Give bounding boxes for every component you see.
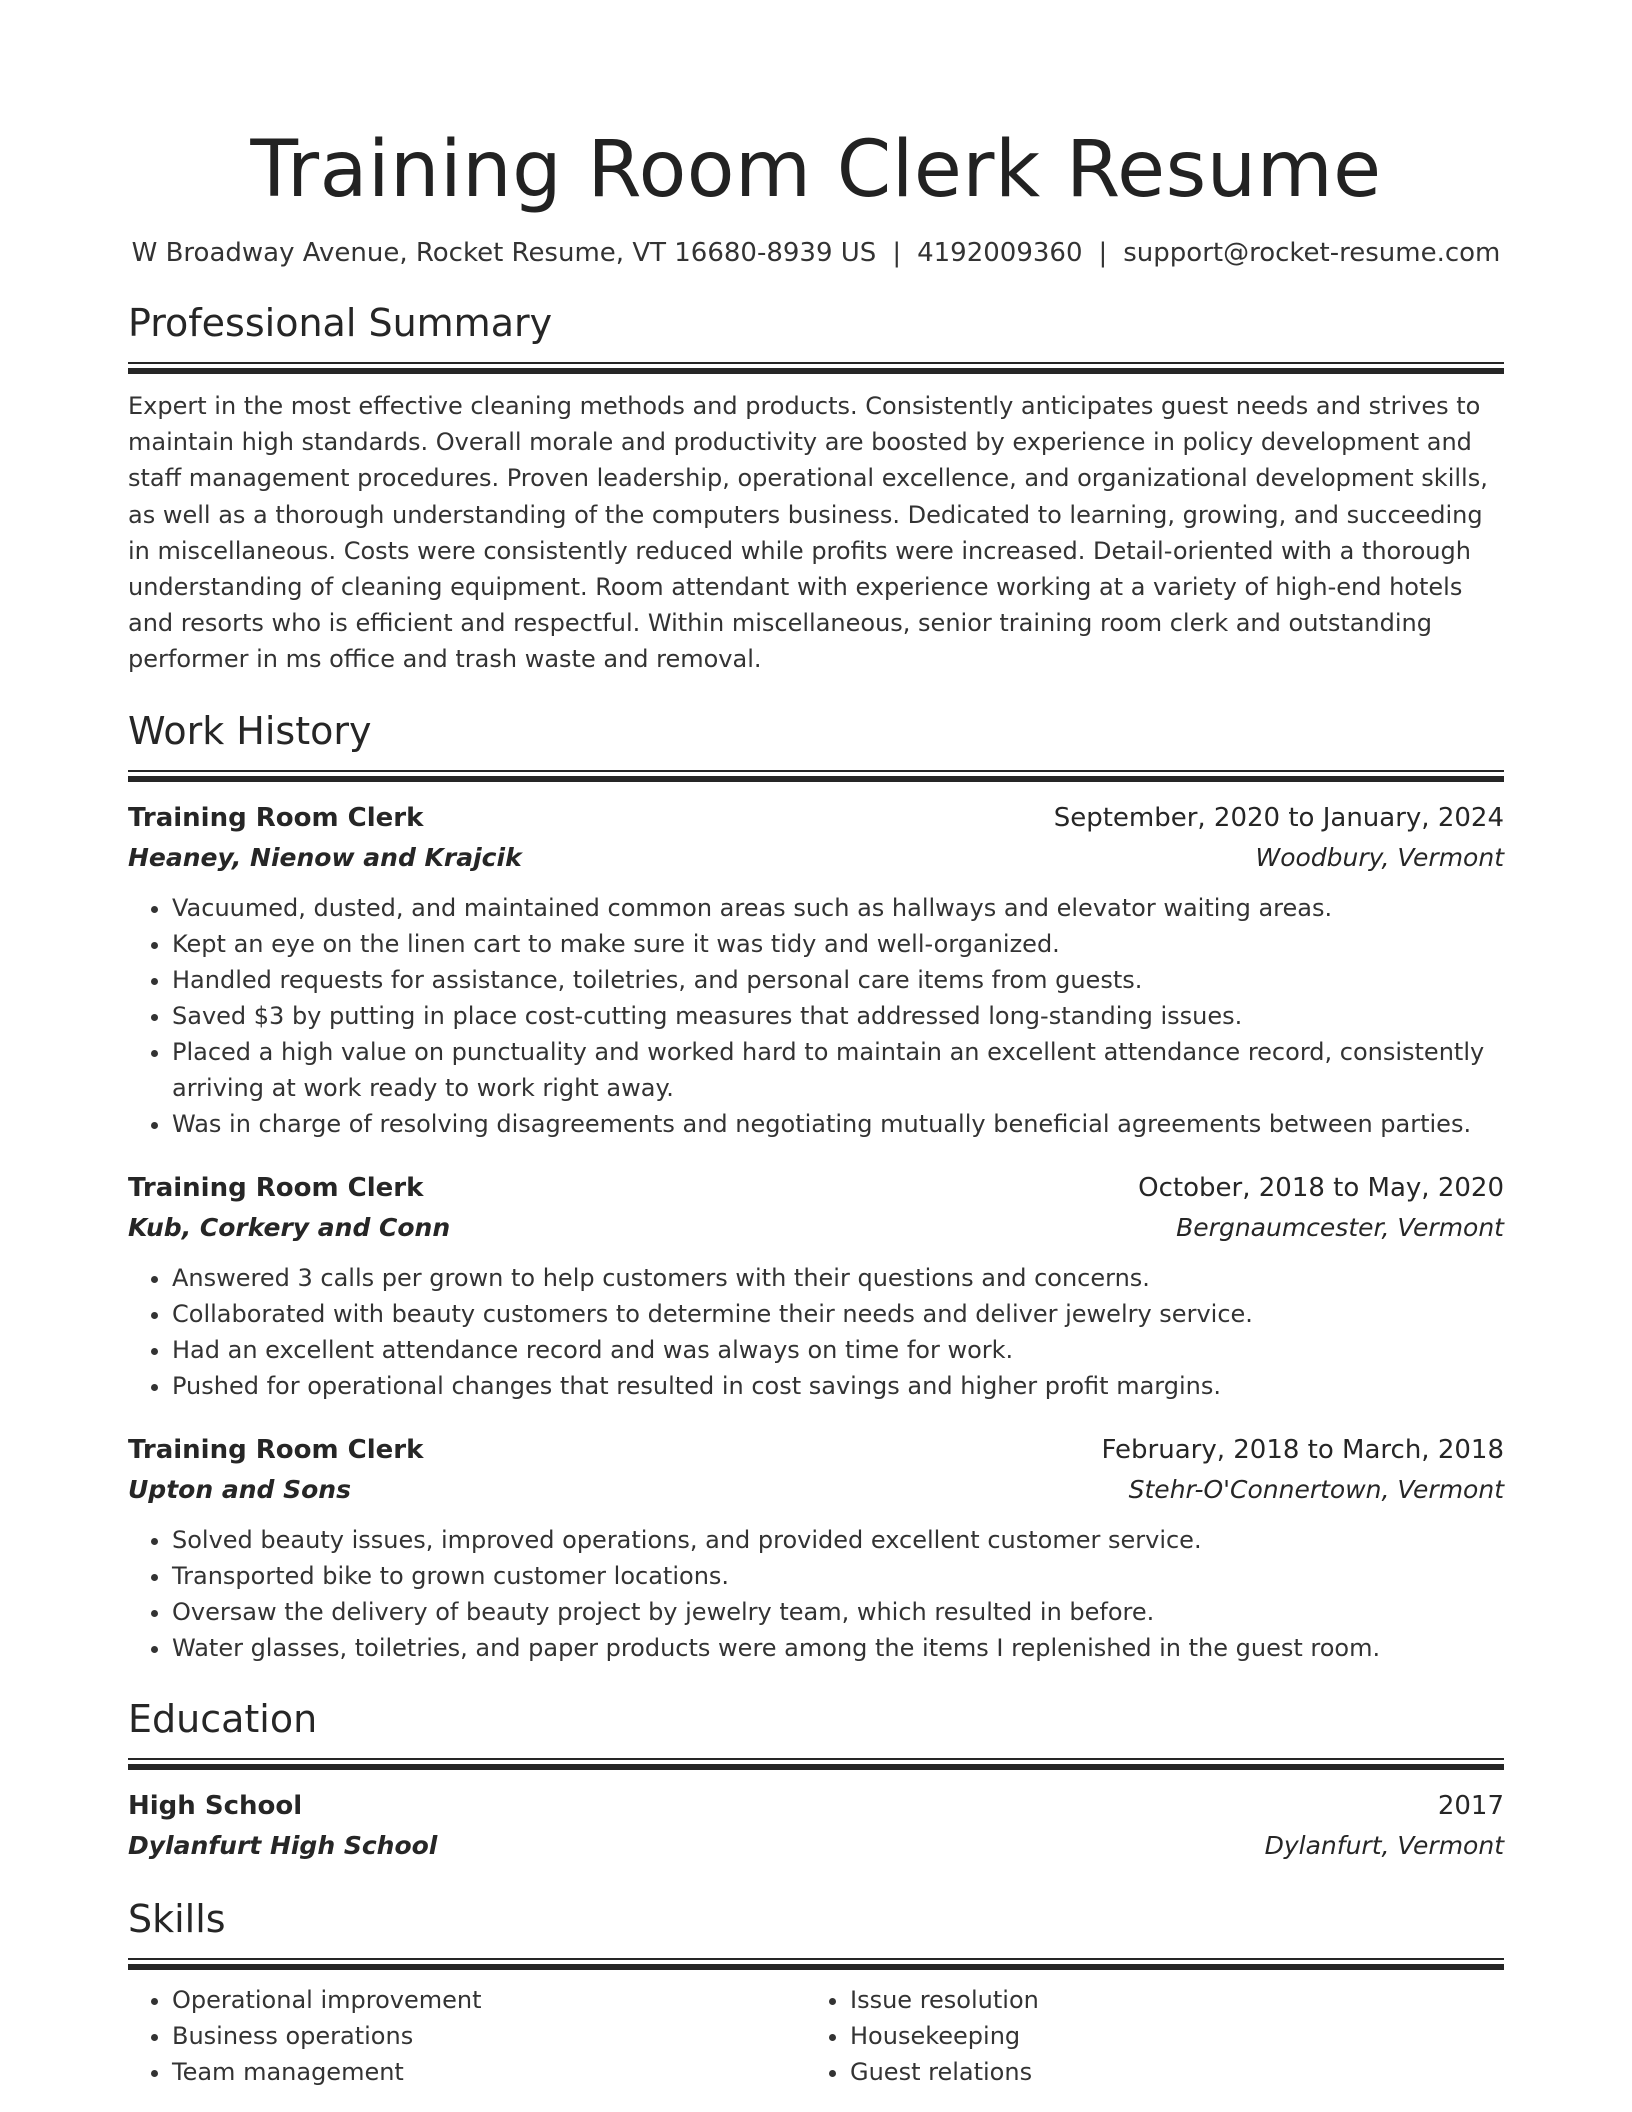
skill-item: • Housekeeping [850, 2018, 1484, 2054]
contact-separator: | [1098, 238, 1108, 268]
list-item: • Had an excellent attendance record and was always on time for work. [172, 1332, 1504, 1368]
list-item: • Answered 3 calls per grown to help customers with their questions and concerns. [172, 1260, 1504, 1296]
job-entry [128, 1430, 1504, 1666]
education-degree: High School [128, 1790, 303, 1821]
resume-page [128, 0, 1504, 2090]
skill-item: • Guest relations [850, 2054, 1484, 2090]
list-item: • Oversaw the delivery of beauty project by jewelry team, which resulted in before. [172, 1594, 1504, 1630]
contact-separator: | [892, 238, 902, 268]
job-role: Training Room Clerk [128, 1172, 424, 1203]
list-item: • Solved beauty issues, improved operations, and provided excellent customer service. [172, 1522, 1504, 1558]
job-bullets [128, 1522, 1504, 1666]
contact-email: support@rocket-resume.com [1123, 238, 1501, 268]
list-item: • Pushed for operational changes that resulted in cost savings and higher profit margins. [172, 1368, 1504, 1404]
job-dates: February, 2018 to March, 2018 [1101, 1434, 1504, 1465]
job-location: Bergnaumcester, Vermont [1176, 1212, 1504, 1242]
list-item: • Placed a high value on punctuality and worked hard to maintain an excellent attendance record, consistently arriving at work ready to work right away. [172, 1034, 1504, 1106]
section-title: Work History [128, 708, 372, 753]
skill-item: • Operational improvement [172, 1982, 806, 2018]
list-item: • Kept an eye on the linen cart to make sure it was tidy and well-organized. [172, 926, 1504, 962]
section-divider [128, 770, 1504, 782]
job-role: Training Room Clerk [128, 1434, 424, 1465]
list-item: • Handled requests for assistance, toiletries, and personal care items from guests. [172, 962, 1504, 998]
education-section [128, 1696, 1504, 1866]
job-company: Upton and Sons [128, 1474, 351, 1504]
job-dates: October, 2018 to May, 2020 [1138, 1172, 1504, 1203]
contact-line [128, 236, 1504, 270]
list-item: • Vacuumed, dusted, and maintained common areas such as hallways and elevator waiting areas. [172, 890, 1504, 926]
list-item: • Collaborated with beauty customers to determine their needs and deliver jewelry service. [172, 1296, 1504, 1332]
section-divider [128, 362, 1504, 374]
section-title: Education [128, 1696, 318, 1741]
section-divider [128, 1758, 1504, 1770]
list-item: • Saved $3 by putting in place cost-cutting measures that addressed long-standing issues. [172, 998, 1504, 1034]
skills-list-left [128, 1982, 806, 2090]
job-location: Woodbury, Vermont [1255, 842, 1504, 872]
skills-list-right [806, 1982, 1484, 2090]
education-year: 2017 [1437, 1790, 1504, 1821]
job-entry [128, 798, 1504, 1142]
contact-phone: 4192009360 [917, 238, 1083, 268]
skills-section [128, 1896, 1504, 2090]
summary-section [128, 300, 1504, 678]
job-location: Stehr-O'Connertown, Vermont [1128, 1474, 1504, 1504]
education-school: Dylanfurt High School [128, 1830, 438, 1860]
contact-address: W Broadway Avenue, Rocket Resume, VT 16680-8939 US [131, 238, 877, 268]
skills-columns [128, 1982, 1504, 2090]
job-bullets [128, 1260, 1504, 1404]
job-bullets [128, 890, 1504, 1142]
job-entry [128, 1168, 1504, 1404]
work-history-section [128, 708, 1504, 1666]
resume-title: Training Room Clerk Resume [250, 125, 1382, 215]
list-item: • Transported bike to grown customer locations. [172, 1558, 1504, 1594]
job-company: Kub, Corkery and Conn [128, 1212, 451, 1242]
list-item: • Water glasses, toiletries, and paper products were among the items I replenished in the guest room. [172, 1630, 1504, 1666]
section-title: Professional Summary [128, 301, 553, 345]
skill-item: • Issue resolution [850, 1982, 1484, 2018]
list-item: • Was in charge of resolving disagreements and negotiating mutually beneficial agreements between parties. [172, 1106, 1504, 1142]
skill-item: • Team management [172, 2054, 806, 2090]
education-location: Dylanfurt, Vermont [1264, 1830, 1504, 1860]
section-divider [128, 1958, 1504, 1970]
education-entry [128, 1786, 1504, 1866]
section-title: Skills [128, 1896, 226, 1941]
job-dates: September, 2020 to January, 2024 [1053, 802, 1504, 833]
job-company: Heaney, Nienow and Krajcik [128, 842, 522, 872]
summary-text: Expert in the most effective cleaning methods and products. Consistently anticipates guest needs and strives to maintain high standards. Overall morale and productivity are boosted by experience in policy development and staff management procedures. Proven leadership, operational excellence, and organizational development skills, as well as a thorough understanding of the computers business. Dedicated to learning, growing, and succeeding in miscellaneous. Costs were consistently reduced while profits were increased. Detail-oriented with a thorough understanding of cleaning equipment. Room attendant with experience working at a variety of high-end hotels and resorts who is efficient and respectful. Within miscellaneous, senior training room clerk and outstanding performer in ms office and trash waste and removal. [128, 392, 1488, 674]
skill-item: • Business operations [172, 2018, 806, 2054]
job-role: Training Room Clerk [128, 802, 424, 833]
